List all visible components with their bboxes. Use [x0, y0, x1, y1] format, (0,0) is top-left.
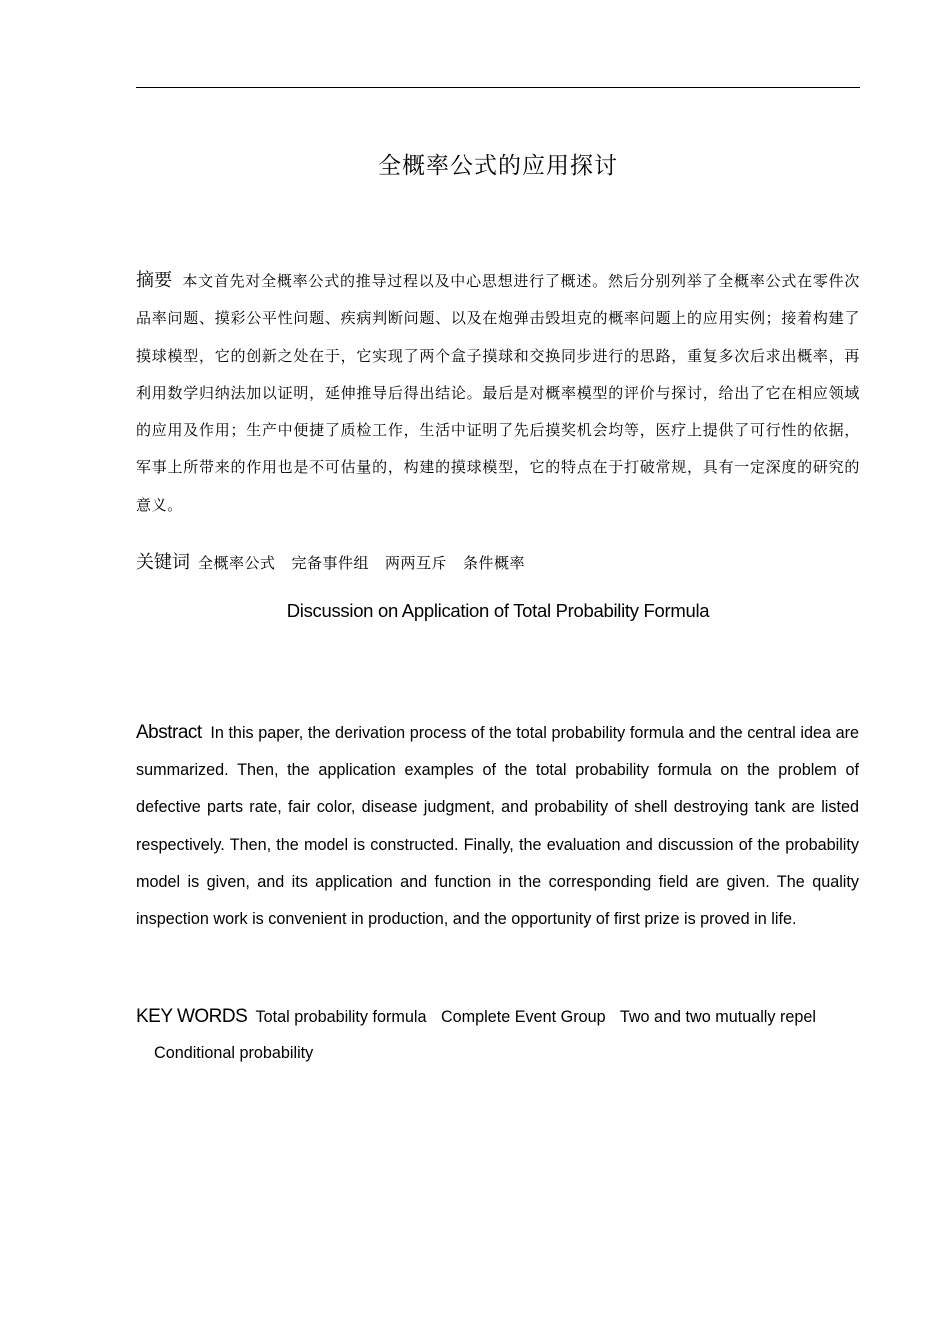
- chinese-keywords: [136, 545, 860, 581]
- chinese-abstract: [136, 262, 860, 524]
- chinese-keywords-label: 关键词: [136, 552, 190, 573]
- chinese-keyword: 完备事件组: [291, 554, 370, 572]
- english-keywords: [136, 999, 859, 1071]
- chinese-keyword: 两两互斥: [385, 554, 448, 572]
- english-keywords-label: KEY WORDS: [136, 1006, 248, 1027]
- english-keyword: Two and two mutually repel: [619, 1008, 816, 1026]
- english-abstract-label: Abstract: [136, 722, 202, 743]
- english-keyword: Total probability formula: [255, 1008, 427, 1026]
- english-abstract: [136, 714, 859, 938]
- english-title: Discussion on Application of Total Probability Formula: [286, 600, 710, 621]
- chinese-abstract-text: 本文首先对全概率公式的推导过程以及中心思想进行了概述。然后分别列举了全概率公式在零件次品率问题、摸彩公平性问题、疾病判断问题、以及在炮弹击毁坦克的概率问题上的应用实例；接着构建了摸球模型，它的创新之处在于，它实现了两个盒子摸球和交换同步进行的思路，重复多次后求出概率，再利用数学归纳法加以证明，延伸推导后得出结论。最后是对概率模型的评价与探讨，给出了它在相应领域的应用及作用；生产中便捷了质检工作，生活中证明了先后摸奖机会均等，医疗上提供了可行性的依据，军事上所带来的作用也是不可估量的，构建的摸球模型，它的特点在于打破常规，具有一定深度的研究的意义。: [136, 272, 860, 514]
- header-rule: [136, 87, 860, 88]
- chinese-keyword: 条件概率: [463, 554, 526, 572]
- chinese-title: 全概率公式的应用探讨: [378, 153, 618, 179]
- chinese-keyword: 全概率公式: [198, 554, 276, 572]
- english-abstract-text: In this paper, the derivation process of the total probability formula and the central idea are summarized. Then, the application examples of the total probability formula on the problem of defective parts rate, fair color, disease judgment, and probability of shell destroying tank are listed respectively. Then, the model is constructed. Finally, the evaluation and discussion of the probability model is given, and its application and function in the corresponding field are given. The quality inspection work is convenient in production, and the opportunity of first prize is proved in life.: [136, 724, 859, 929]
- english-keyword: Complete Event Group: [440, 1008, 606, 1026]
- english-keyword: Conditional probability: [154, 1044, 314, 1062]
- chinese-abstract-label: 摘要: [136, 270, 173, 291]
